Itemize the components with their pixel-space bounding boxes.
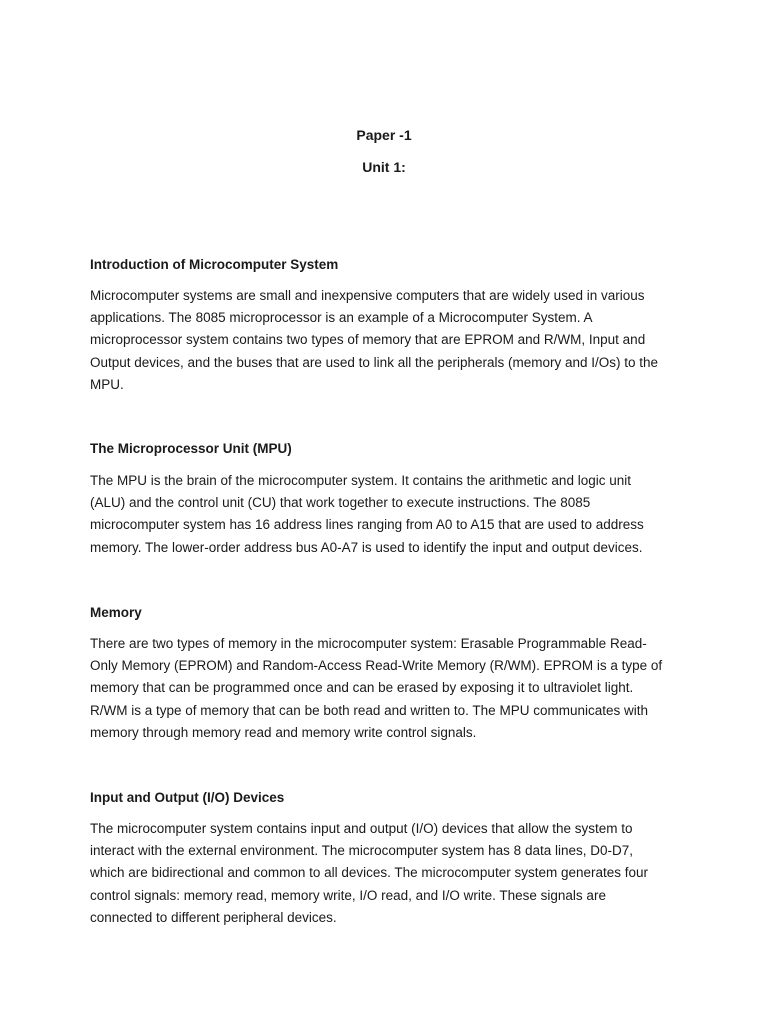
paragraph-line: The MPU is the brain of the microcomputer system. It contains the arithmetic and logic unit [90, 473, 631, 488]
section-paragraph-mpu [90, 470, 682, 559]
paragraph-line: Only Memory (EPROM) and Random-Access Read-Write Memory (R/WM). EPROM is a type of [90, 658, 663, 674]
paragraph-line: memory that can be programmed once and can be erased by exposing it to ultraviolet light. [90, 680, 634, 696]
paragraph-line: which are bidirectional and common to all devices. The microcomputer system generates four [90, 865, 649, 881]
paragraph-line: microcomputer system has 16 address lines ranging from A0 to A15 that are used to address [90, 517, 644, 533]
section-heading-io-devices: Input and Output (I/O) Devices [90, 790, 285, 805]
section-heading-introduction: Introduction of Microcomputer System [90, 257, 339, 272]
paragraph-line: applications. The 8085 microprocessor is an example of a Microcomputer System. A [90, 310, 593, 326]
paragraph-line: The microcomputer system contains input and output (I/O) devices that allow the system to [90, 821, 633, 836]
paragraph-line: (ALU) and the control unit (CU) that work together to execute instructions. The 8085 [90, 495, 591, 511]
paragraph-line: connected to different peripheral devices. [90, 909, 337, 925]
paragraph-line: memory. The lower-order address bus A0-A7 is used to identify the input and output devices. [90, 539, 643, 555]
paragraph-line: There are two types of memory in the microcomputer system: Erasable Programmable Read- [90, 636, 647, 651]
section-heading-memory: Memory [90, 605, 142, 620]
paragraph-line: Microcomputer systems are small and inexpensive computers that are widely used in various [90, 288, 645, 303]
paragraph-line: microprocessor system contains two types of memory that are EPROM and R/WM, Input and [90, 332, 646, 348]
unit-label: Unit 1: [362, 159, 406, 175]
paragraph-line: memory through memory read and memory write control signals. [90, 724, 477, 740]
section-paragraph-io-devices [90, 818, 682, 929]
paragraph-line: Output devices, and the buses that are used to link all the peripherals (memory and I/Os) to the [90, 354, 659, 370]
paper-label: Paper -1 [356, 127, 412, 143]
paragraph-line: control signals: memory read, memory write, I/O read, and I/O write. These signals are [90, 887, 606, 903]
paragraph-line: interact with the external environment. The microcomputer system has 8 data lines, D0-D7, [90, 843, 633, 859]
paragraph-line: R/WM is a type of memory that can be both read and written to. The MPU communicates with [90, 702, 648, 718]
section-paragraph-introduction [90, 285, 682, 396]
section-heading-mpu: The Microprocessor Unit (MPU) [90, 441, 292, 456]
section-paragraph-memory [90, 633, 682, 744]
paragraph-line: MPU. [90, 376, 124, 392]
